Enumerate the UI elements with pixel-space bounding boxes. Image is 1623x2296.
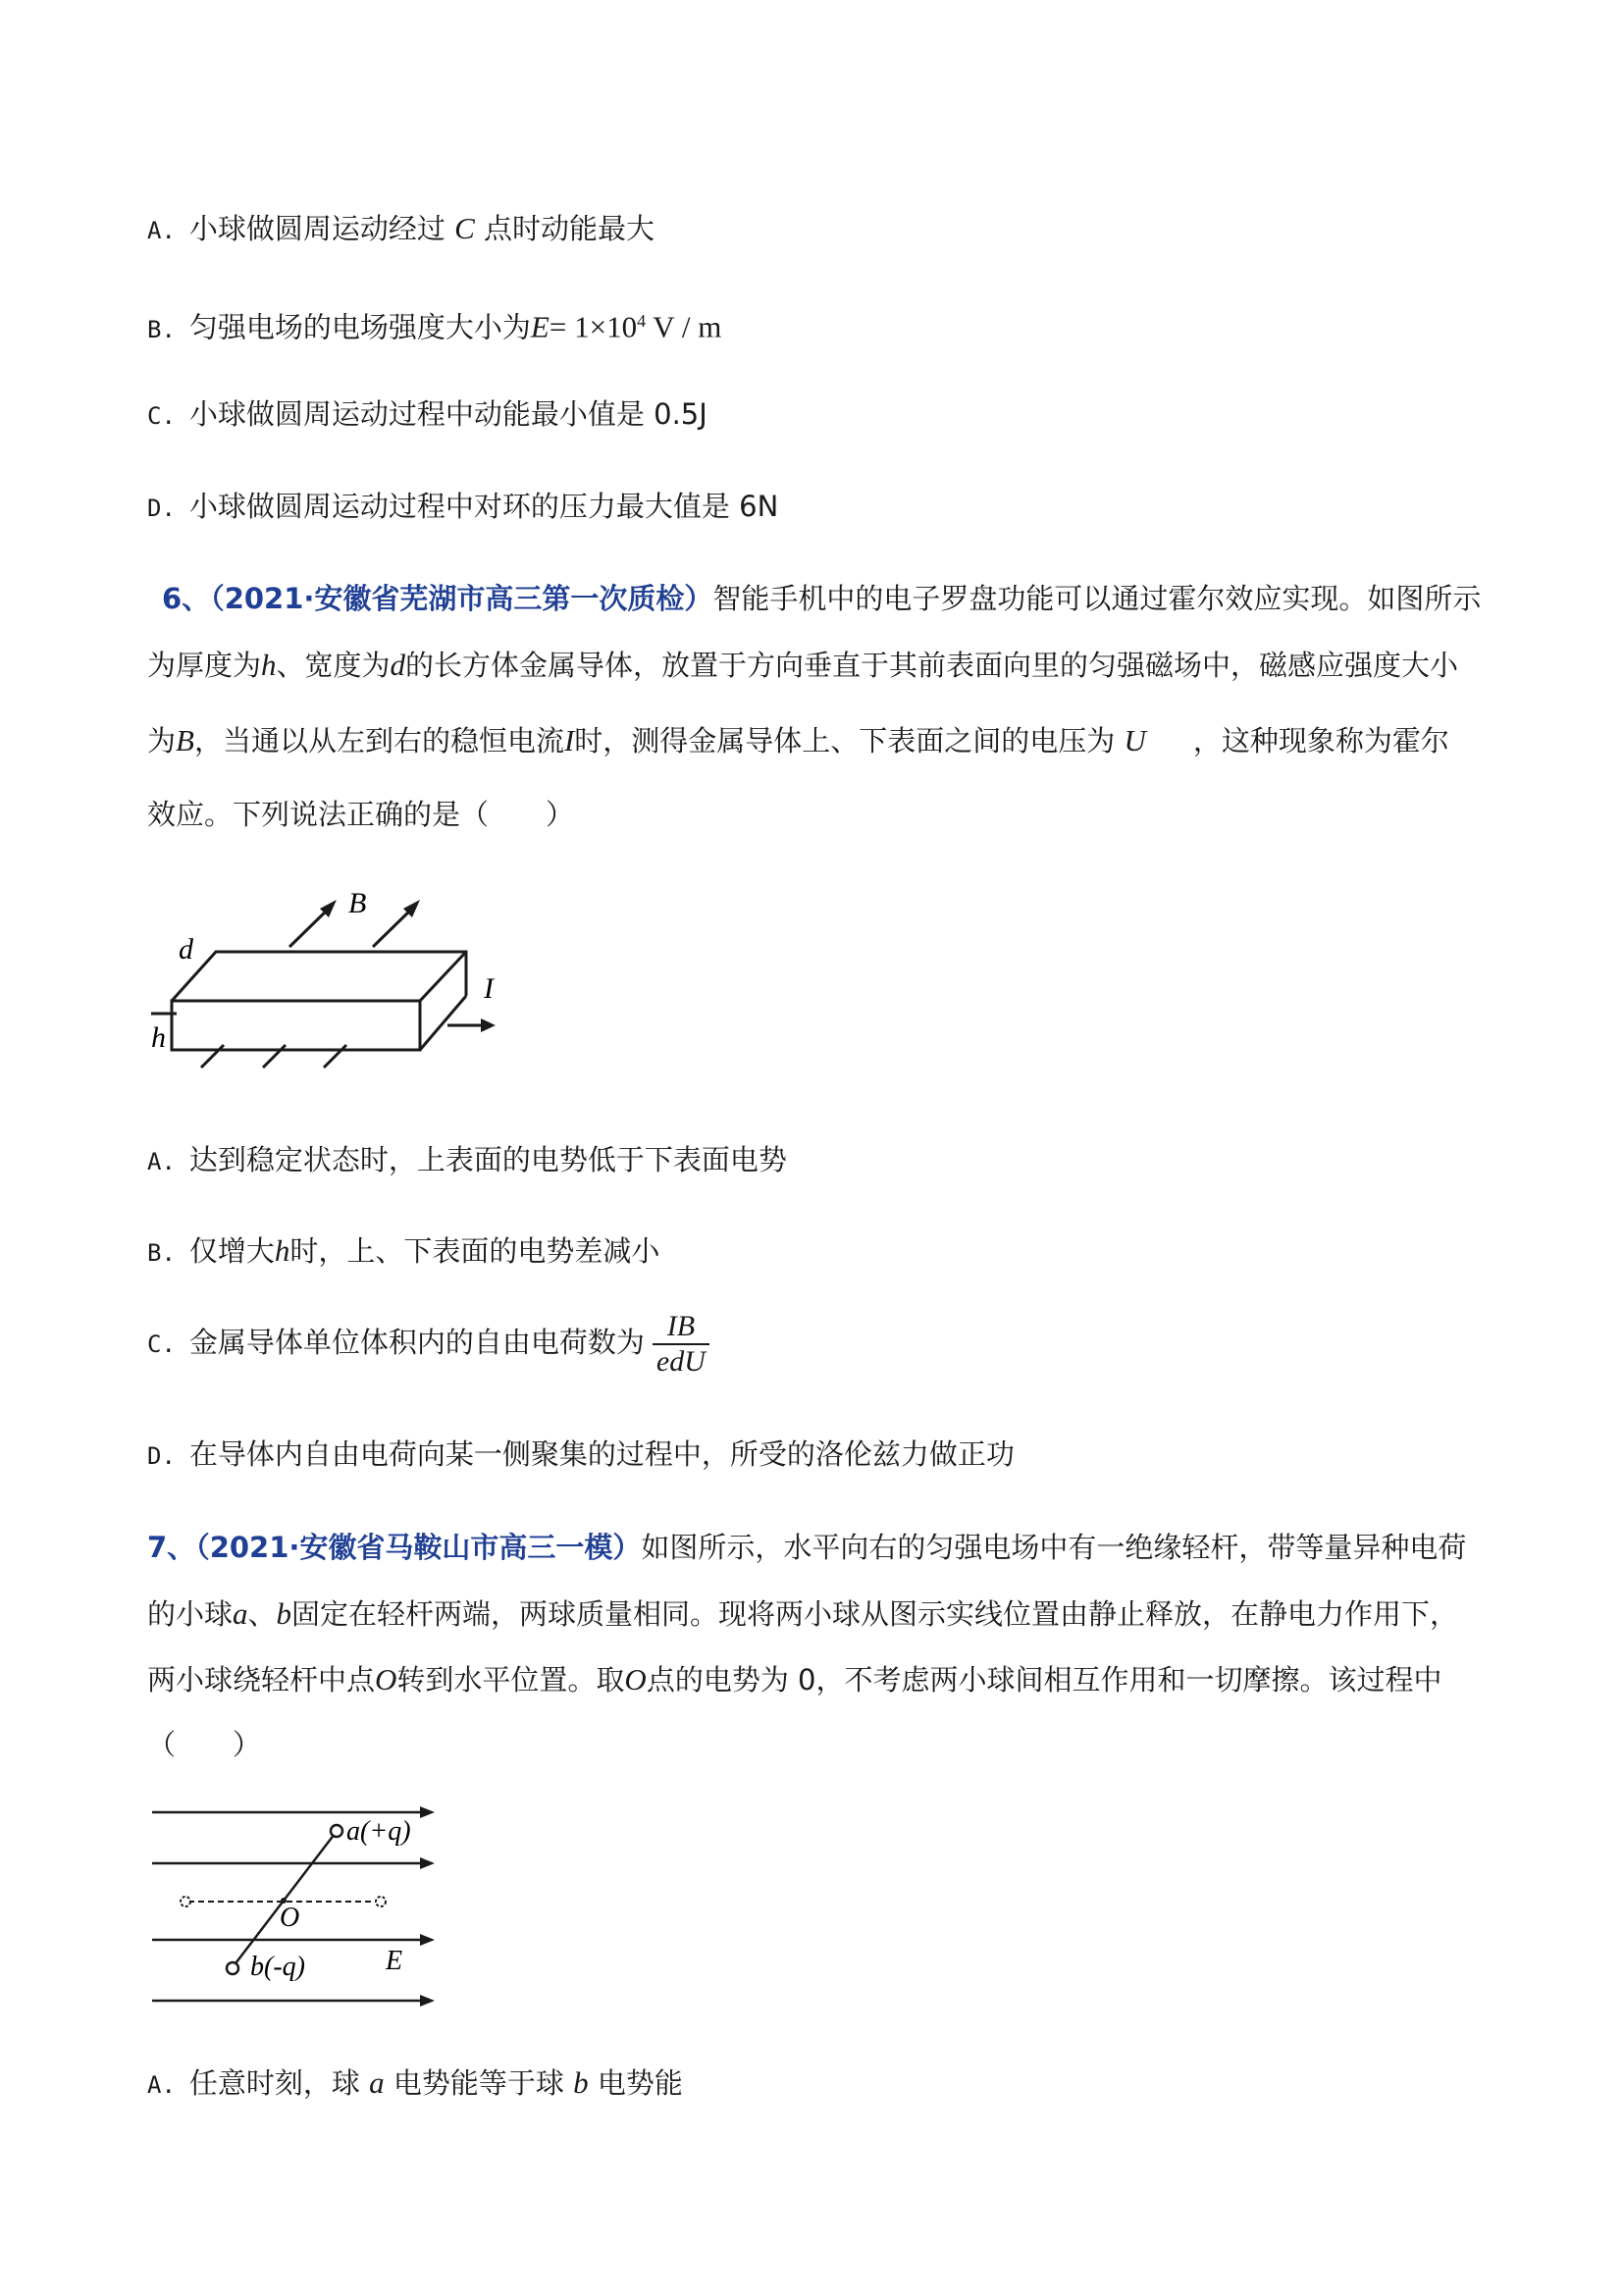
- hatch-mark: [263, 1045, 286, 1068]
- q6-hall-figure: [137, 873, 530, 1089]
- ball-b: [227, 1962, 238, 1974]
- i-label: I: [484, 972, 494, 1005]
- ball-a: [331, 1825, 342, 1837]
- fraction: $\frac{IB}{\text{edU}}$: [653, 1310, 709, 1379]
- q5-option-a: A. 小球做圆周运动经过 C 点时动能最大: [147, 211, 655, 245]
- b-label: B: [348, 887, 367, 919]
- block-front-face: [172, 1001, 420, 1050]
- final-ball: [376, 1897, 386, 1906]
- q6-option-d: D. 在导体内自由电荷向某一侧聚集的过程中，所受的洛伦兹力做正功: [147, 1437, 1015, 1471]
- q7-stem-line1: 7、（2021·安徽省马鞍山市高三一模）如图所示，水平向右的匀强电场中有一绝缘轻杆，带等量异种电荷: [147, 1531, 1467, 1564]
- b-field-arrow: [373, 908, 413, 947]
- q7-field-figure: [142, 1800, 456, 2016]
- q6-source: （2021·安徽省芜湖市高三第一次质检）: [210, 582, 713, 615]
- q5-option-b: B. 匀强电场的电场强度大小为$E= 1\times 10^4$ V / m: [147, 309, 722, 344]
- q5-option-d: D. 小球做圆周运动过程中对环的压力最大值是 6N: [147, 490, 779, 523]
- q5-option-c: C. 小球做圆周运动过程中动能最小值是 0.5J: [147, 397, 707, 431]
- h-label: h: [151, 1021, 166, 1054]
- block-top-edge: [172, 952, 466, 1001]
- q6-stem-line2: 为厚度为h、宽度为d的长方体金属导体，放置于方向垂直于其前表面向里的匀强磁场中，磁感应强度大小: [147, 648, 1459, 682]
- q6-stem-line1: 6、（2021·安徽省芜湖市高三第一次质检）智能手机中的电子罗盘功能可以通过霍尔效应实现。如图所示: [162, 582, 1482, 615]
- q6-stem-line4: 效应。下列说法正确的是（ ）: [147, 798, 575, 831]
- b-label: b(-q): [250, 1952, 305, 1982]
- e-label: E: [386, 1946, 403, 1976]
- q6-number: 6、: [162, 582, 211, 615]
- d-label: d: [179, 933, 193, 965]
- q7-stem-line3: 两小球绕轻杆中点O转到水平位置。取O点的电势为 0，不考虑两小球间相互作用和一切摩擦。该过程中: [147, 1662, 1442, 1696]
- b-field-arrow: [289, 908, 330, 947]
- q7-option-a: A. 任意时刻，球 a 电势能等于球 b 电势能: [147, 2065, 683, 2100]
- hatch-mark: [201, 1045, 224, 1068]
- q7-number: 7、: [147, 1531, 196, 1564]
- a-label: a(+q): [346, 1816, 411, 1847]
- hatch-mark: [324, 1045, 346, 1068]
- q6-option-a: A. 达到稳定状态时，上表面的电势低于下表面电势: [147, 1143, 787, 1176]
- q6-option-c: C. 金属导体单位体积内的自由电荷数为 $\frac{IB}{\text{edU}}$: [147, 1310, 709, 1379]
- o-label: O: [280, 1903, 300, 1933]
- final-ball: [181, 1897, 190, 1906]
- q7-source: （2021·安徽省马鞍山市高三一模）: [195, 1531, 642, 1564]
- q6-stem-line3: 为B，当通以从左到右的稳恒电流I时，测得金属导体上、下表面之间的电压为 U ，这种现象称为霍尔: [147, 723, 1449, 757]
- q7-stem-line2: 的小球a、b固定在轻杆两端，两球质量相同。现将两小球从图示实线位置由静止释放，在静电力作用下，: [147, 1596, 1459, 1631]
- q7-stem-line4: （ ）: [147, 1728, 262, 1761]
- q6-option-b: B. 仅增大h时，上、下表面的电势差减小: [147, 1233, 660, 1268]
